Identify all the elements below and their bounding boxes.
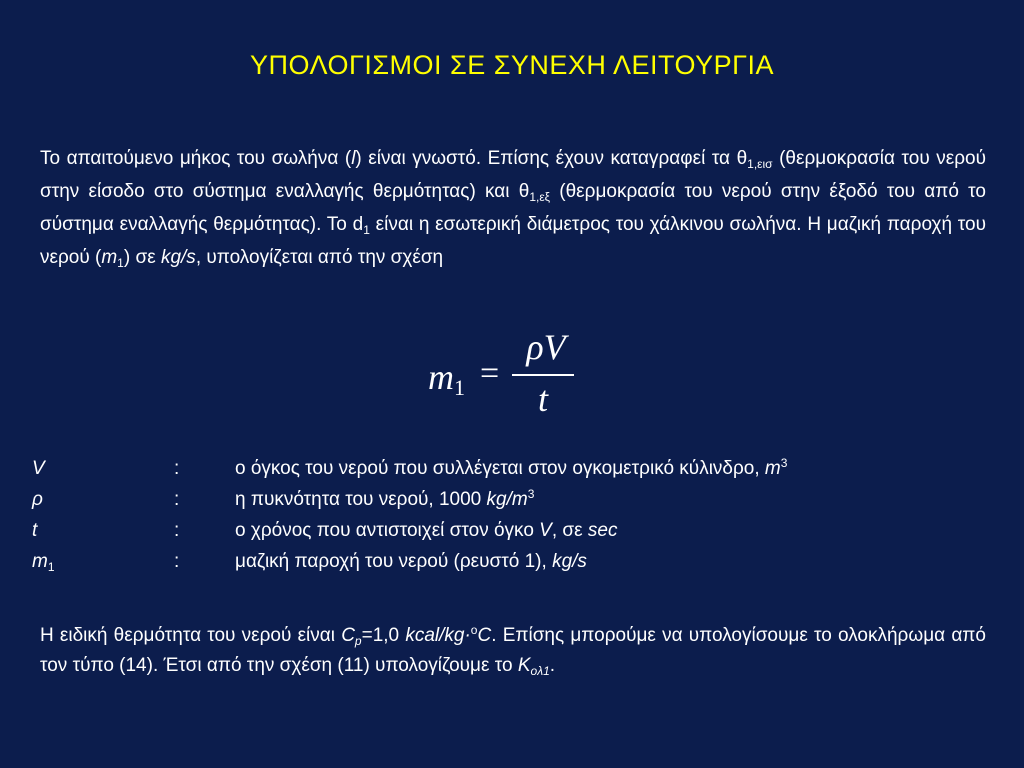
description-text: ο χρόνος που αντιστοιχεί στον όγκο: [235, 520, 540, 541]
description-text: ο όγκος του νερού που συλλέγεται στον ογκομετρικό κύλινδρο,: [235, 458, 765, 479]
definition-colon: :: [174, 458, 180, 479]
formula-numerator: ρV: [526, 327, 566, 367]
definition-unit: kg/s: [552, 551, 587, 572]
symbol-subscript: 1: [47, 560, 55, 574]
unit-superscript: 3: [780, 456, 788, 470]
length-symbol: l: [351, 148, 356, 169]
intro-text: είναι η εσωτερική διάμετρος του χάλκινου σωλήνα. Η μαζική παροχή του νερού (: [40, 214, 986, 268]
theta-out-subscript: 1,εξ: [529, 190, 551, 204]
closing-paragraph: [40, 621, 986, 681]
slide-title: ΥΠΟΛΟΓΙΣΜΟΙ ΣΕ ΣΥΝΕΧΗ ΛΕΙΤΟΥΡΓΙΑ: [249, 50, 775, 80]
definition-row: [32, 489, 1002, 520]
unit-kgs: kg/s: [160, 247, 196, 268]
formula-denominator: t: [537, 379, 548, 419]
formula-lhs: [428, 356, 465, 398]
definition-unit: m: [764, 458, 781, 479]
definition-symbol: [32, 458, 45, 480]
diameter-subscript: 1: [363, 223, 370, 237]
definitions-list: [32, 458, 1002, 582]
definition-symbol: [32, 551, 55, 573]
symbol-text: V: [32, 458, 45, 479]
mass-flow-symbol: m: [101, 247, 118, 268]
mass-flow-subscript: 1: [117, 256, 124, 270]
diameter-symbol: d: [352, 214, 364, 235]
fraction-bar: [512, 374, 574, 376]
definition-row: [32, 520, 1002, 551]
specific-heat-subscript: p: [354, 634, 362, 648]
unit-superscript: 3: [527, 487, 535, 501]
definition-colon: :: [174, 489, 180, 510]
description-text: μαζική παροχή του νερού (ρευστό 1),: [235, 551, 553, 572]
definition-unit: kg/m: [486, 489, 528, 510]
celsius-unit: C: [477, 625, 492, 646]
symbol-text: m: [32, 551, 48, 572]
closing-text: Η ειδική θερμότητα του νερού είναι: [40, 625, 342, 646]
overall-coefficient-subscript: ολ1: [530, 664, 550, 678]
definition-row: [32, 458, 1002, 489]
definition-symbol: [32, 520, 37, 542]
intro-text: , υπολογίζεται από την σχέση: [195, 247, 444, 268]
symbol-text: ρ: [32, 489, 43, 510]
formula-equals: =: [480, 355, 500, 392]
definition-description: [235, 489, 534, 511]
definition-description: [235, 520, 617, 542]
intro-paragraph: [40, 142, 986, 274]
definition-colon: :: [174, 520, 180, 541]
theta-in-symbol: θ: [736, 148, 748, 169]
definition-row: [32, 551, 1002, 582]
closing-text: =1,0: [361, 625, 406, 646]
closing-text: .: [549, 655, 556, 676]
volume-symbol: V: [539, 520, 552, 541]
intro-text: ) είναι γνωστό. Επίσης έχουν καταγραφεί τα: [355, 148, 737, 169]
description-text: , σε: [551, 520, 588, 541]
specific-heat-symbol: C: [341, 625, 355, 646]
theta-out-symbol: θ: [518, 181, 530, 202]
definition-colon: :: [174, 551, 180, 572]
intro-text: Το απαιτούμενο μήκος του σωλήνα (: [40, 148, 352, 169]
mass-flow-formula: [428, 326, 578, 419]
intro-text: (θερμοκρασία του νερού στην έξοδό του από το σύστημα εναλλαγής θερμότητας). Το: [40, 181, 986, 235]
definition-description: [235, 551, 587, 573]
specific-heat-unit: kcal/kg·: [405, 625, 471, 646]
definition-description: [235, 458, 787, 480]
intro-text: ) σε: [123, 247, 161, 268]
degree-superscript: ο: [470, 623, 478, 637]
formula-lhs-symbol: m: [428, 357, 454, 397]
intro-text: (θερμοκρασία του νερού στην είσοδο στο σύστημα εναλλαγής θερμότητας) και: [40, 148, 986, 202]
closing-text: . Επίσης μπορούμε να υπολογίσουμε το ολοκλήρωμα από τον τύπο (14). Έτσι από την σχέση (11) υπολογίζουμε το: [40, 625, 986, 676]
theta-in-subscript: 1,εισ: [747, 157, 773, 171]
symbol-text: t: [32, 520, 38, 541]
definition-unit: sec: [587, 520, 618, 541]
formula-lhs-subscript: 1: [454, 375, 465, 400]
description-text: η πυκνότητα του νερού, 1000: [235, 489, 487, 510]
definition-symbol: [32, 489, 43, 511]
overall-coefficient-symbol: K: [517, 655, 531, 676]
